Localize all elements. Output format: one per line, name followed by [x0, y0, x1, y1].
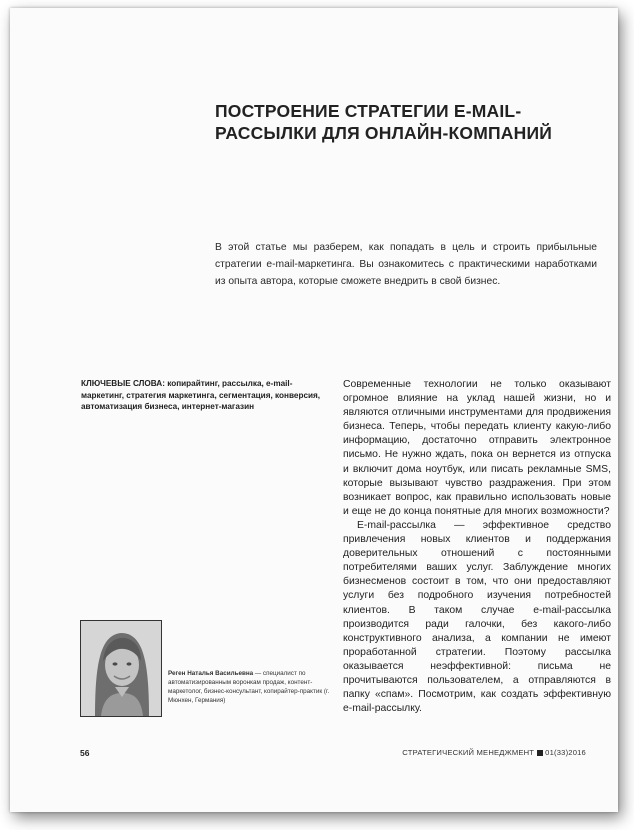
article-lead: В этой статье мы разберем, как попадать в цель и строить прибыльные стратегии e-mail-маркетинга. Вы ознакомитесь с практическими наработками из опыта автора, которые сможете внедрить в свой бизнес. [215, 242, 597, 287]
keywords-text: копирайтинг, рассылка, e-mail-маркетинг, стратегия маркетинга, сегментация, конверсия, автоматизация бизнеса, интернет-магазин [81, 379, 321, 411]
body-paragraph: E-mail-рассылка — эффективное средство привлечения новых клиентов и поддержания доверительных отношений с постоянными потребителями ваших услуг. Заблуждение многих бизнесменов состоит в том, что они предоставляют услуги без подробного изучения потребностей клиентов. В таком случае e-mail-рассылка производится ради галочки, без какого-либо конструктивного анализа, а компании не имеют проработанной стратегии. Поэтому рассылка оказывается неэффективной: письма не прочитываются пользователем, а отправляются в папку «спам». Посмотрим, как создать эффективную e-mail-рассылку. [343, 519, 611, 715]
square-separator-icon [537, 750, 543, 756]
body-paragraph: Современные технологии не только оказывают огромное влияние на уклад нашей жизни, но и являются отличными инструментами для продвижения бизнеса. Теперь, чтобы передать клиенту какую-либо информацию, достаточно отправить электронное письмо. Не нужно ждать, пока он вернется из отпуска и включит дома ноутбук, или писать рекламные SMS, которые вызывают чувство раздражения. При этом возникает вопрос, как правильно использовать новые и еще не до конца понятные для многих возможности? [343, 379, 611, 517]
keywords-label: КЛЮЧЕВЫЕ СЛОВА: [81, 379, 165, 388]
journal-issue: 01(33)2016 [545, 748, 586, 757]
journal-name: СТРАТЕГИЧЕСКИЙ МЕНЕДЖМЕНТ [402, 748, 535, 757]
keywords-block [81, 378, 331, 413]
article-body [343, 378, 611, 716]
author-caption [168, 669, 332, 705]
author-portrait-icon [81, 621, 161, 716]
author-photo [80, 620, 162, 717]
article-title: ПОСТРОЕНИЕ СТРАТЕГИИ E-MAIL-РАССЫЛКИ ДЛЯ ОНЛАЙН-КОМПАНИЙ [215, 101, 553, 143]
author-bio: — специалист по автоматизированным воронкам продаж, контент-маркетолог, бизнес-консультант, копирайтер-практик (г. Мюнхен, Германия) [168, 670, 330, 704]
author-name: Реген Наталья Васильевна [168, 670, 254, 677]
journal-footer [402, 748, 586, 757]
page-number: 56 [80, 748, 90, 758]
magazine-page [10, 8, 618, 812]
